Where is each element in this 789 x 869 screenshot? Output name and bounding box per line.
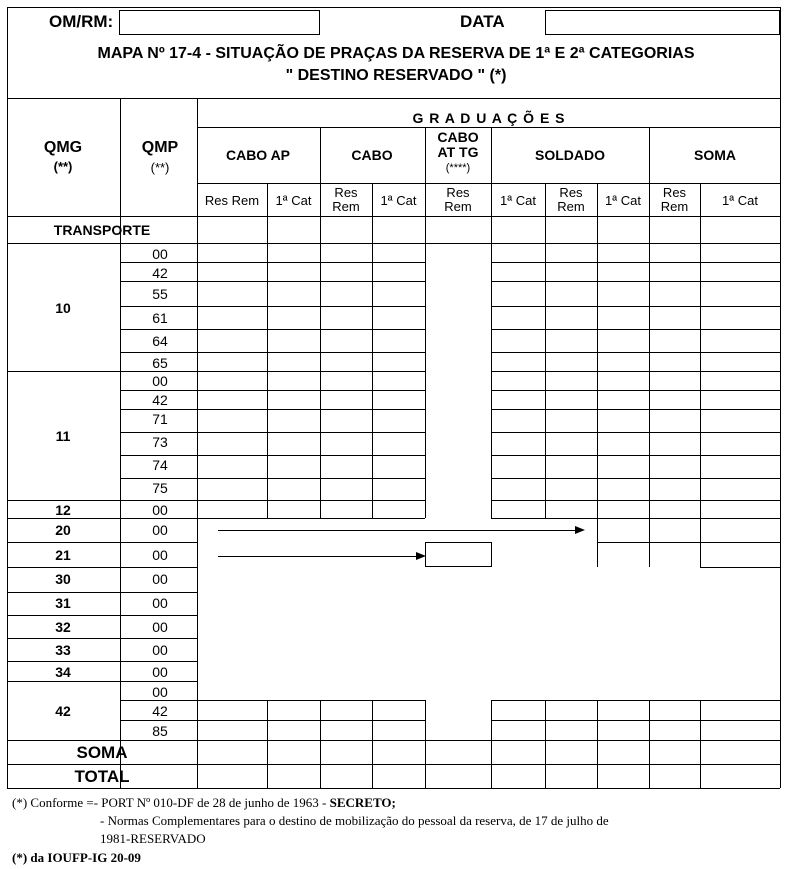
subcolumn-divider [267,183,268,216]
qmp-value: 65 [152,355,168,371]
qmp-value: 75 [152,480,168,496]
qmg-group-rule [7,371,197,372]
data-row-rule [491,371,780,372]
data-col-divider [491,243,492,518]
total-col-divider [267,740,268,788]
transporte-cell-divider [545,216,546,243]
data-row-rule [491,455,780,456]
group-divider [320,127,321,216]
qmg-value: 32 [55,619,71,635]
qmp-row-rule [120,478,197,479]
arrow-row21 [218,556,417,557]
data-row-rule [197,432,425,433]
qmg-group-rule [7,615,197,616]
sub-header: Res Rem [204,193,260,208]
qmg-value: 12 [55,502,71,518]
soma-label: SOMA [76,743,128,762]
qmp-value: 42 [152,265,168,281]
footnote-1-text: (*) Conforme =- PORT Nº 010-DF de 28 de junho de 1963 - [12,795,330,810]
header-bottom-rule [7,216,780,217]
group-soma: SOMA [694,147,736,163]
data-row-rule [491,306,780,307]
data-col-divider [649,243,650,518]
data-col-divider [372,243,373,518]
data-row-rule [197,281,425,282]
qmp-value: 00 [152,373,168,389]
group-divider [649,127,650,216]
total-top [7,764,780,765]
sub-header: 1ª Cat [722,193,758,208]
group-divider [425,127,426,216]
data-col-divider [320,700,321,740]
qmg-group-rule [7,681,197,682]
total-col-divider [320,740,321,788]
sub-header: 1ª Cat [380,193,417,208]
data-row-rule [197,352,425,353]
qmp-value: 42 [152,392,168,408]
qmp-value: 61 [152,310,168,326]
total-col-divider [597,740,598,788]
qmp-row-rule [120,352,197,353]
sub-header: Res Rem [557,185,585,214]
group-cabo-ap: CABO AP [225,147,291,163]
data-row-rule [197,478,425,479]
data-col-divider [320,243,321,518]
qmp-value: 00 [152,642,168,658]
qmp-value: 00 [152,502,168,518]
transporte-cell-divider [372,216,373,243]
data-row-rule [491,390,780,391]
data-col-divider [425,700,426,740]
data-row-rule [197,720,425,721]
sub-header: Res Rem [660,185,689,214]
qmp-value: 00 [152,522,168,538]
arrow-row20-head [575,526,585,534]
soma-right [700,518,701,567]
data-row-rule [197,518,425,519]
group-cabo-at-tg: CABO AT TG [437,129,479,160]
sub-header: Res Rem [332,185,360,214]
form-title: MAPA Nº 17-4 - SITUAÇÃO DE PRAÇAS DA RESERVA DE 1ª E 2ª CATEGORIAS [97,45,695,62]
arrow-row21-head [416,552,426,560]
form-subtitle: " DESTINO RESERVADO " (*) [285,67,507,84]
qmg-header: QMG [43,139,83,156]
cabo-at-tg-cell[interactable] [425,542,492,567]
sub-header: 1ª Cat [275,193,312,208]
footnote-2: - Normas Complementares para o destino de mobilização do pessoal da reserva, de 17 de julho de [100,813,609,828]
data-row-rule [491,720,780,721]
qmp-value: 00 [152,595,168,611]
qmg-value: 11 [55,428,71,444]
qmp-header: QMP [141,139,179,156]
data-row-rule [197,500,425,501]
group-divider [491,127,492,216]
qmp-row-rule [120,262,197,263]
soma-top [7,740,780,741]
data-row-rule [197,262,425,263]
sub-header: Res Rem [444,185,472,214]
qmg-value: 42 [55,703,71,719]
data-row-rule [491,478,780,479]
qmp-value: 00 [152,664,168,680]
frame-right [780,7,781,788]
transporte-cell-divider [597,216,598,243]
data-col-divider [267,243,268,518]
frame-bottom [7,788,780,789]
qmp-value: 00 [152,684,168,700]
qmg-group-rule [7,518,197,519]
qmg-group-rule [7,542,197,543]
qmp-row-rule [120,432,197,433]
data-col-divider [649,700,650,740]
data-field[interactable] [545,10,780,35]
data-col-divider [491,700,492,740]
qmp-value: 00 [152,547,168,563]
qmp-value: 64 [152,333,168,349]
qmp-row-rule [120,409,197,410]
qmp-data-divider [197,98,198,788]
total-col-divider [545,740,546,788]
qmp-row-rule [120,720,197,721]
graduacoes-rule [197,127,780,128]
qmp-value: 55 [152,286,168,302]
qmp-value: 00 [152,619,168,635]
subcolumn-divider [545,183,546,216]
data-col-divider [545,243,546,518]
data-col-divider [700,243,701,518]
qmg-value: 21 [55,547,71,563]
qmg-note: (**) [53,159,73,174]
qmp-row-rule [120,281,197,282]
group-rule [197,183,780,184]
transporte-cell-divider [425,216,426,243]
data-row-rule [491,281,780,282]
soma-mid [649,518,650,567]
qmp-value: 73 [152,434,168,450]
total-label: TOTAL [74,767,130,786]
data-col-divider [700,700,701,740]
data-row-rule [197,390,425,391]
qmp-value: 42 [152,703,168,719]
group-soldado: SOLDADO [535,147,605,163]
transporte-cell-divider [491,216,492,243]
total-col-divider [491,740,492,788]
qmg-group-rule [7,661,197,662]
soma-row21-bottom [700,567,780,568]
total-col-divider [425,740,426,788]
data-row-rule [197,329,425,330]
soma-row20-top [597,518,780,519]
footnote-4: (*) da IOUFP-IG 20-09 [12,850,141,865]
qmg-group-rule [7,500,197,501]
data-label: DATA [460,12,505,31]
om-rm-label: OM/RM: [49,12,114,31]
footnote-1 [12,796,396,809]
data-row-rule [491,432,780,433]
data-row-rule [491,262,780,263]
data-col-divider [425,243,426,518]
group-cabo: CABO [351,147,393,163]
qmp-row-rule [120,243,197,244]
qmp-row-rule [120,306,197,307]
frame-left [7,7,8,788]
qmp-note: (**) [150,160,170,175]
data-row-rule [197,700,425,701]
transporte-cell-divider [267,216,268,243]
data-row-rule [491,352,780,353]
qmg-value: 10 [55,300,71,316]
footnote-3: 1981-RESERVADO [100,831,206,846]
data-row-rule [197,306,425,307]
data-row-rule [197,371,425,372]
soma-left [597,518,598,567]
qmp-value: 00 [152,246,168,262]
qmp-row-rule [120,329,197,330]
transporte-cell-divider [320,216,321,243]
qmp-row-rule [120,455,197,456]
footnote-1-classification: SECRETO; [329,795,396,810]
transporte-cell-divider [649,216,650,243]
data-row-rule [491,700,780,701]
total-col-divider [649,740,650,788]
data-col-divider [545,700,546,740]
qmg-value: 34 [55,664,71,680]
om-rm-field[interactable] [119,10,320,35]
qmp-value: 00 [152,571,168,587]
qmg-group-rule [7,638,197,639]
qmg-value: 31 [55,595,71,611]
sub-header: 1ª Cat [605,193,641,208]
qmp-row-rule [120,700,197,701]
data-row-rule [197,409,425,410]
data-row-rule [491,500,780,501]
data-col-divider [597,243,598,518]
total-col-divider [372,740,373,788]
qmg-qmp-divider [120,98,121,788]
data-row-rule [491,409,780,410]
subcolumn-divider [597,183,598,216]
graduacoes-header: G R A D U A Ç Õ E S [412,110,566,126]
data-col-divider [597,700,598,740]
total-col-divider [700,740,701,788]
data-col-divider [372,700,373,740]
subcolumn-divider [372,183,373,216]
qmp-value: 71 [152,411,168,427]
qmg-value: 33 [55,642,71,658]
qmp-value: 85 [152,723,168,739]
qmg-value: 30 [55,571,71,587]
transporte-cell-divider [700,216,701,243]
soma-row20-mid [597,542,780,543]
arrow-row20 [218,530,576,531]
subcolumn-divider [700,183,701,216]
data-col-divider [267,700,268,740]
data-row-rule [491,329,780,330]
sub-header: 1ª Cat [500,193,536,208]
frame-top [7,7,780,8]
qmp-value: 74 [152,457,168,473]
qmg-group-rule [7,592,197,593]
data-row-rule [197,455,425,456]
qmg-group-rule [7,567,197,568]
title-rule [7,98,780,99]
qmg-value: 20 [55,522,71,538]
qmp-row-rule [120,390,197,391]
transporte-label: TRANSPORTE [53,222,151,238]
group-cabo-at-tg-note: (****) [445,162,471,174]
